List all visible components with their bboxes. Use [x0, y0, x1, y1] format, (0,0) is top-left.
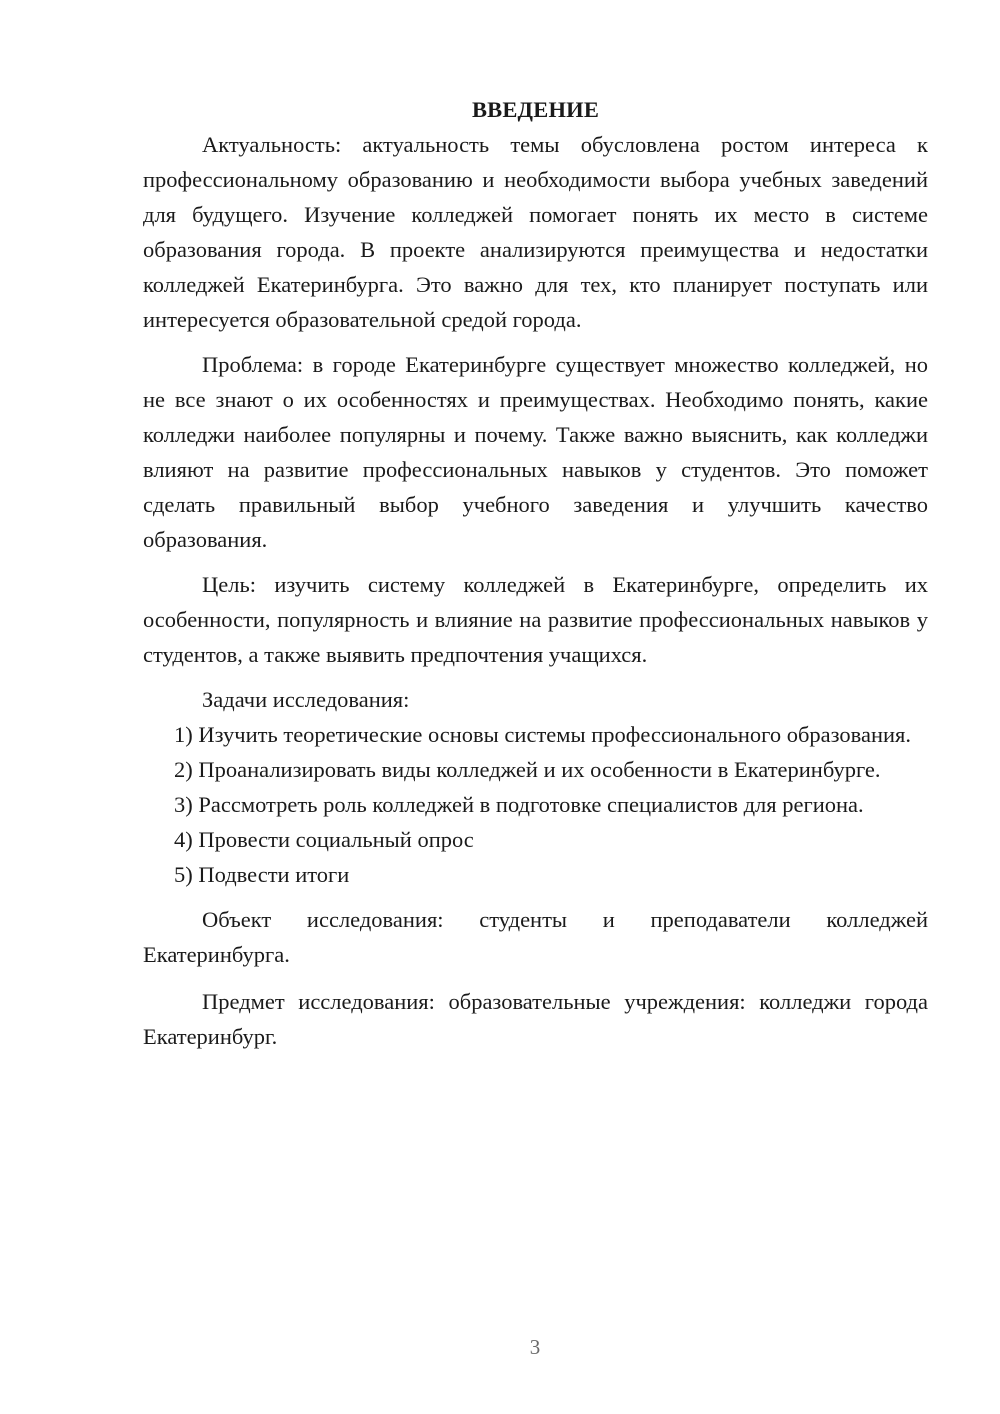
task-item-2: 2) Проанализировать виды колледжей и их особенности в Екатеринбурге. — [174, 757, 881, 782]
paragraph-relevance: Актуальность: актуальность темы обусловлена ростом интереса к профессиональному образованию и необходимости выбора учебных заведений для будущего. Изучение колледжей помогает понять их место в системе образования города. В проекте анализируются преимущества и недостатки колледжей Екатеринбурга. Это важно для тех, кто планирует поступать или интересуется образовательной средой города. — [143, 132, 928, 332]
paragraph-object: Объект исследования: студенты и преподаватели колледжей Екатеринбурга. — [143, 907, 928, 967]
page-number: 3 — [529, 1335, 541, 1359]
task-item-5: 5) Подвести итоги — [174, 862, 350, 887]
paragraph-problem: Проблема: в городе Екатеринбурге существует множество колледжей, но не все знают о их особенностях и преимуществах. Необходимо понять, какие колледжи наиболее популярны и почему. Также важно выяснить, как колледжи влияют на развитие профессиональных навыков у студентов. Это поможет сделать правильный выбор учебного заведения и улучшить качество образования. — [143, 352, 928, 552]
paragraph-subject: Предмет исследования: образовательные учреждения: колледжи города Екатеринбург. — [143, 989, 928, 1049]
page-content — [143, 92, 928, 1054]
task-item-3: 3) Рассмотреть роль колледжей в подготовке специалистов для региона. — [174, 792, 864, 817]
tasks-heading: Задачи исследования: — [202, 687, 410, 712]
paragraph-goal: Цель: изучить систему колледжей в Екатеринбурге, определить их особенности, популярность и влияние на развитие профессиональных навыков у студентов, а также выявить предпочтения учащихся. — [143, 572, 928, 667]
task-item-4: 4) Провести социальный опрос — [174, 827, 474, 852]
section-heading: ВВЕДЕНИЕ — [471, 97, 600, 122]
task-item-1: 1) Изучить теоретические основы системы профессионального образования. — [174, 722, 912, 747]
